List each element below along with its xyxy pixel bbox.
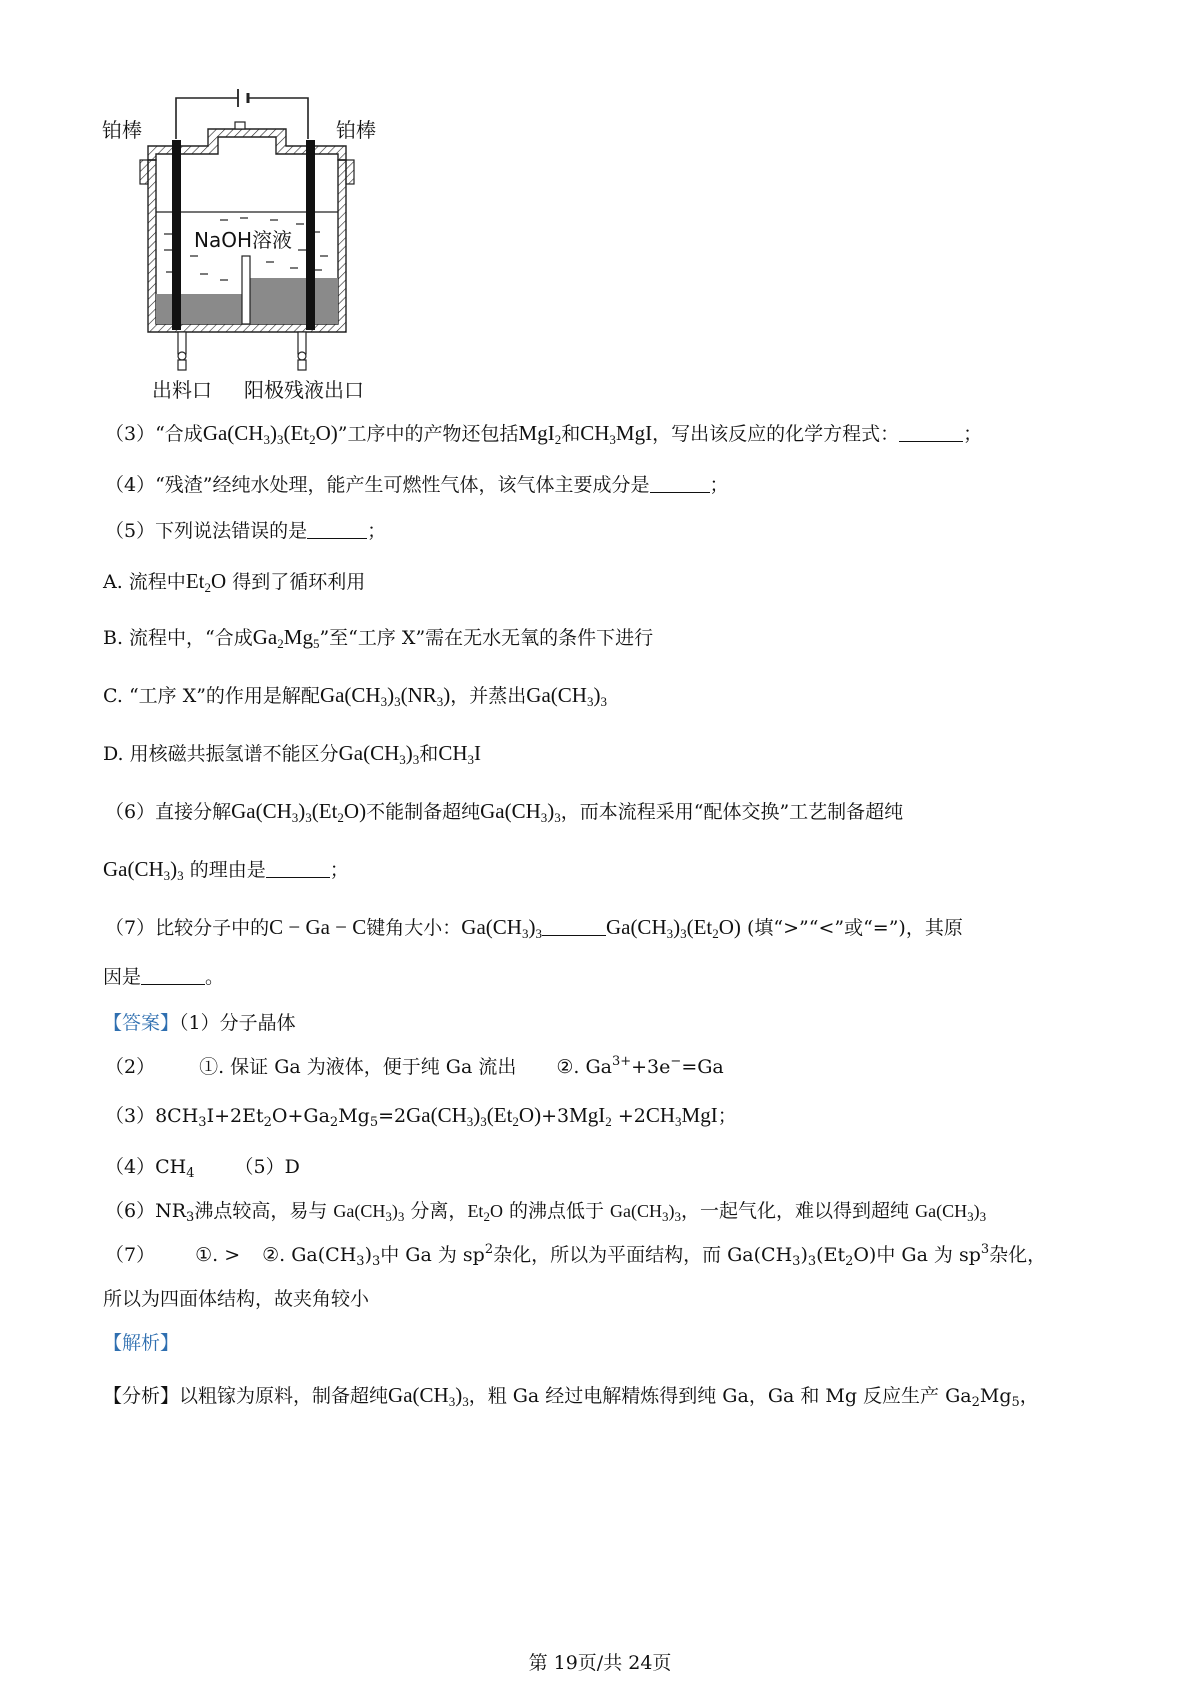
question-3: （3）“合成$Ga(CH_3)_3(Et_2O)$”工序中的产物还包括MgI$_2$和$CH_3MgI$，写出该反应的化学方程式： ； (105, 421, 983, 447)
label-naoh-solution: NaOH溶液 (192, 224, 294, 253)
analysis-heading (103, 1328, 179, 1358)
option-b: B. 流程中，“合成$Ga_2Mg_5$”至“工序 X”需在无水无氧的条件下进行 (103, 625, 654, 651)
analysis-text: 【分析】以粗镓为原料，制备超纯$Ga(CH_3)_3$，粗 Ga 经过电解精炼得到纯 Ga，Ga 和 Mg 反应生产 $Ga_2Mg_5$， (103, 1383, 1039, 1410)
question-6: （6）直接分解$Ga(CH_3)_3(Et_2O)$不能制备超纯$Ga(CH_3)_3$，而本流程采用“配体交换”工艺制备超纯 (105, 799, 904, 825)
question-4: （4）“残渣”经纯水处理，能产生可燃性气体，该气体主要成分是 ； (105, 474, 729, 496)
electrolysis-diagram (100, 84, 400, 402)
answer-6: $(6)NR_3$沸点较高，易与 $Ga(CH_3)_3$ 分离，$Et_2O$ 的沸点低于 $Ga(CH_3)_3$，一起气化，难以得到超纯 $Ga(CH_3)_3$ (105, 1200, 987, 1225)
question-5: （5）下列说法错误的是 ； (105, 520, 387, 542)
question-7-line-2: 因是 。 (103, 966, 225, 988)
answer-1: 【答案】（1）分子晶体 (103, 1012, 296, 1034)
answer-blank[interactable] (307, 518, 367, 539)
answer-tag: 【答案】 (103, 1012, 180, 1034)
answer-2: （2） ①. 保证 Ga 为液体，便于纯 Ga 流出 ②. $Ga^{3+}+3e^-=Ga$ (105, 1054, 724, 1078)
option-c: C. “工序 X”的作用是解配$Ga(CH_3)_3(NR_3)$，并蒸出$Ga(CH_3)_3$ (103, 683, 607, 709)
answer-blank[interactable] (542, 915, 606, 936)
answer-3: $(3)8CH_3I+2Et_2O+Ga_2Mg_5=2Ga(CH_3)_3(Et_2O)+3MgI_2 +2CH_3MgI$； (105, 1103, 737, 1130)
answer-blank[interactable] (141, 964, 205, 985)
label-outlet: 出料口 (152, 378, 212, 402)
option-d: D. 用核磁共振氢谱不能区分$Ga(CH_3)_3$和$CH_3I$ (103, 741, 481, 767)
answer-blank[interactable] (899, 421, 963, 442)
option-a: A. 流程中$Et_2O$ 得到了循环利用 (103, 569, 366, 595)
question-7: （7）比较分子中的C − Ga − C键角大小：$Ga(CH_3)_3$ $Ga(CH_3)_3(Et_2O)$ (填“>”“<”或“=”)，其原 (105, 915, 963, 941)
analysis-tag: 【解析】 (103, 1332, 180, 1354)
label-anode-outlet: 阳极残液出口 (244, 378, 364, 402)
answer-4-5: $(4)CH_4$ （5）D (105, 1156, 300, 1181)
label-right-platinum-rod: 铂棒 (336, 118, 376, 142)
label-left-platinum-rod: 铂棒 (102, 118, 142, 142)
answer-blank[interactable] (650, 472, 710, 493)
question-6-line-2: $Ga(CH_3)_3$ 的理由是 ； (103, 857, 349, 883)
answer-7-line-2: 所以为四面体结构，故夹角较小 (103, 1288, 370, 1310)
page-footer: 第 19页/共 24页 (528, 1652, 672, 1674)
answer-7: （7） ①. > ②. $Ga(CH_3)_3$中 Ga 为 $sp^2$杂化，所以为平面结构，而 $Ga(CH_3)_3(Et_2O)$中 Ga 为 $sp^3$杂化， (105, 1242, 1047, 1269)
answer-blank[interactable] (266, 857, 330, 878)
